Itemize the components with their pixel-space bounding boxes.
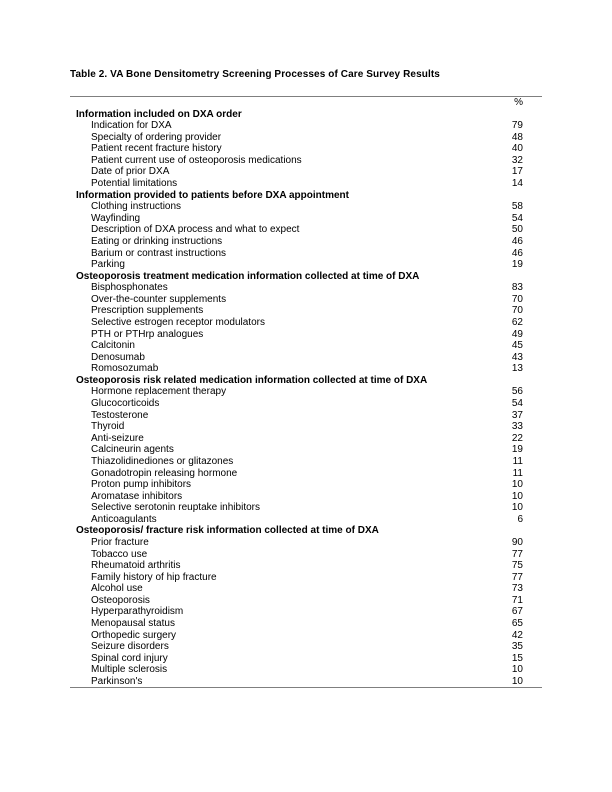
table-row — [70, 653, 542, 665]
table-row — [70, 132, 542, 144]
row-value: 17 — [511, 166, 523, 178]
table-row — [70, 363, 542, 375]
table-row — [70, 444, 542, 456]
table-row — [70, 340, 542, 352]
row-label: Potential limitations — [91, 178, 178, 190]
row-value: 43 — [511, 351, 523, 363]
row-value: 19 — [511, 259, 523, 271]
table-row — [70, 143, 542, 155]
table-row — [70, 386, 542, 398]
row-value: 11 — [512, 467, 523, 479]
row-label: Barium or contrast instructions — [91, 247, 227, 259]
table-row — [70, 641, 542, 653]
row-value: 50 — [511, 224, 523, 236]
row-label: Over-the-counter supplements — [91, 293, 227, 305]
table-row — [70, 305, 542, 317]
table-body — [70, 109, 542, 688]
row-label: Multiple sclerosis — [91, 664, 168, 676]
table-row — [70, 352, 542, 364]
row-value: 75 — [511, 560, 523, 572]
row-value: 46 — [511, 235, 523, 247]
row-label: Calcitonin — [91, 340, 135, 352]
row-value: 79 — [511, 120, 523, 132]
row-label: Rheumatoid arthritis — [91, 560, 181, 572]
table-row — [70, 410, 542, 422]
row-label: Aromatase inhibitors — [91, 490, 183, 502]
table-row — [70, 560, 542, 572]
row-value: 70 — [511, 305, 523, 317]
column-header-row — [70, 97, 542, 109]
row-value: 90 — [511, 536, 523, 548]
table-row — [70, 224, 542, 236]
row-value: 46 — [511, 247, 523, 259]
section-header-label: Osteoporosis risk related medication information collected at time of DXA — [76, 374, 428, 386]
table-row — [70, 664, 542, 676]
table-row — [70, 572, 542, 584]
row-value: 33 — [511, 421, 523, 433]
row-value: 6 — [517, 513, 523, 525]
row-label: Anticoagulants — [91, 513, 157, 525]
row-label: Testosterone — [91, 409, 149, 421]
table-row — [70, 630, 542, 642]
row-value: 73 — [511, 583, 523, 595]
section-header-label: Osteoporosis treatment medication information collected at time of DXA — [76, 270, 420, 282]
row-value: 54 — [511, 398, 523, 410]
row-value: 14 — [511, 178, 523, 190]
table-row — [70, 329, 542, 341]
table-row — [70, 676, 542, 688]
row-value: 22 — [511, 432, 523, 444]
row-label: Date of prior DXA — [91, 166, 170, 178]
row-label: Wayfinding — [91, 212, 141, 224]
section-header-label: Osteoporosis/ fracture risk information collected at time of DXA — [76, 525, 379, 537]
row-label: Romosozumab — [91, 363, 159, 375]
table-row — [70, 282, 542, 294]
row-value: 10 — [511, 502, 523, 514]
row-label: Selective serotonin reuptake inhibitors — [91, 502, 260, 514]
row-value: 77 — [511, 571, 523, 583]
row-label: Tobacco use — [91, 548, 148, 560]
row-label: Thyroid — [91, 421, 125, 433]
table-row — [70, 491, 542, 503]
row-value: 13 — [511, 363, 523, 375]
table-row — [70, 259, 542, 271]
row-label: Proton pump inhibitors — [91, 479, 192, 491]
table-row — [70, 583, 542, 595]
row-value: 56 — [511, 386, 523, 398]
percent-column-header: % — [514, 97, 523, 108]
row-value: 19 — [511, 444, 523, 456]
row-value: 65 — [511, 618, 523, 630]
row-label: Prior fracture — [91, 536, 149, 548]
row-label: Anti-seizure — [91, 432, 144, 444]
row-label: PTH or PTHrp analogues — [91, 328, 204, 340]
row-value: 67 — [511, 606, 523, 618]
row-value: 48 — [511, 131, 523, 143]
table-row — [70, 618, 542, 630]
table-row — [70, 155, 542, 167]
table-row — [70, 201, 542, 213]
page-content — [70, 69, 542, 688]
row-label: Prescription supplements — [91, 305, 204, 317]
row-value: 45 — [511, 340, 523, 352]
row-label: Eating or drinking instructions — [91, 235, 223, 247]
row-value: 70 — [511, 293, 523, 305]
row-value: 77 — [511, 548, 523, 560]
row-label: Glucocorticoids — [91, 398, 160, 410]
row-value: 40 — [511, 143, 523, 155]
table-row — [70, 421, 542, 433]
row-label: Clothing instructions — [91, 201, 182, 213]
row-label: Orthopedic surgery — [91, 629, 177, 641]
row-value: 35 — [511, 641, 523, 653]
row-label: Menopausal status — [91, 618, 175, 630]
section-header-row — [70, 109, 542, 121]
row-label: Selective estrogen receptor modulators — [91, 316, 265, 328]
table-title: Table 2. VA Bone Densitometry Screening Processes of Care Survey Results — [70, 69, 440, 80]
survey-results-table — [70, 96, 542, 688]
table-row — [70, 479, 542, 491]
section-header-label: Information included on DXA order — [76, 108, 242, 120]
row-label: Family history of hip fracture — [91, 571, 217, 583]
section-header-row — [70, 525, 542, 537]
row-label: Gonadotropin releasing hormone — [91, 467, 238, 479]
row-label: Description of DXA process and what to expect — [91, 224, 300, 236]
row-label: Hormone replacement therapy — [91, 386, 227, 398]
table-row — [70, 468, 542, 480]
row-value: 71 — [511, 594, 523, 606]
table-row — [70, 514, 542, 526]
row-value: 54 — [511, 212, 523, 224]
table-row — [70, 166, 542, 178]
section-header-row — [70, 271, 542, 283]
row-label: Thiazolidinediones or glitazones — [91, 455, 234, 467]
table-row — [70, 248, 542, 260]
row-value: 83 — [511, 282, 523, 294]
row-label: Indication for DXA — [91, 120, 172, 132]
row-value: 42 — [511, 629, 523, 641]
row-value: 62 — [511, 316, 523, 328]
table-row — [70, 502, 542, 514]
row-label: Parkinson's — [91, 675, 143, 687]
table-row — [70, 549, 542, 561]
table-row — [70, 120, 542, 132]
row-label: Bisphosphonates — [91, 282, 168, 294]
row-value: 15 — [511, 652, 523, 664]
row-value: 10 — [511, 664, 523, 676]
row-label: Alcohol use — [91, 583, 143, 595]
section-header-row — [70, 375, 542, 387]
row-label: Patient recent fracture history — [91, 143, 222, 155]
row-label: Denosumab — [91, 351, 145, 363]
row-label: Parking — [91, 259, 125, 271]
row-value: 11 — [512, 455, 523, 467]
table-row — [70, 398, 542, 410]
row-value: 32 — [511, 154, 523, 166]
table-row — [70, 433, 542, 445]
row-label: Calcineurin agents — [91, 444, 174, 456]
row-label: Seizure disorders — [91, 641, 169, 653]
table-row — [70, 213, 542, 225]
table-row — [70, 317, 542, 329]
table-row — [70, 294, 542, 306]
section-header-row — [70, 190, 542, 202]
row-label: Spinal cord injury — [91, 652, 168, 664]
table-row — [70, 456, 542, 468]
row-label: Patient current use of osteoporosis medications — [91, 154, 302, 166]
row-value: 37 — [511, 409, 523, 421]
table-row — [70, 606, 542, 618]
row-value: 58 — [511, 201, 523, 213]
row-value: 10 — [511, 490, 523, 502]
row-label: Osteoporosis — [91, 594, 150, 606]
row-value: 10 — [511, 479, 523, 491]
table-row — [70, 537, 542, 549]
table-row — [70, 178, 542, 190]
section-header-label: Information provided to patients before DXA appointment — [76, 189, 349, 201]
table-row — [70, 595, 542, 607]
table-row — [70, 236, 542, 248]
row-value: 10 — [511, 675, 523, 687]
row-value: 49 — [511, 328, 523, 340]
row-label: Specialty of ordering provider — [91, 131, 222, 143]
row-label: Hyperparathyroidism — [91, 606, 184, 618]
